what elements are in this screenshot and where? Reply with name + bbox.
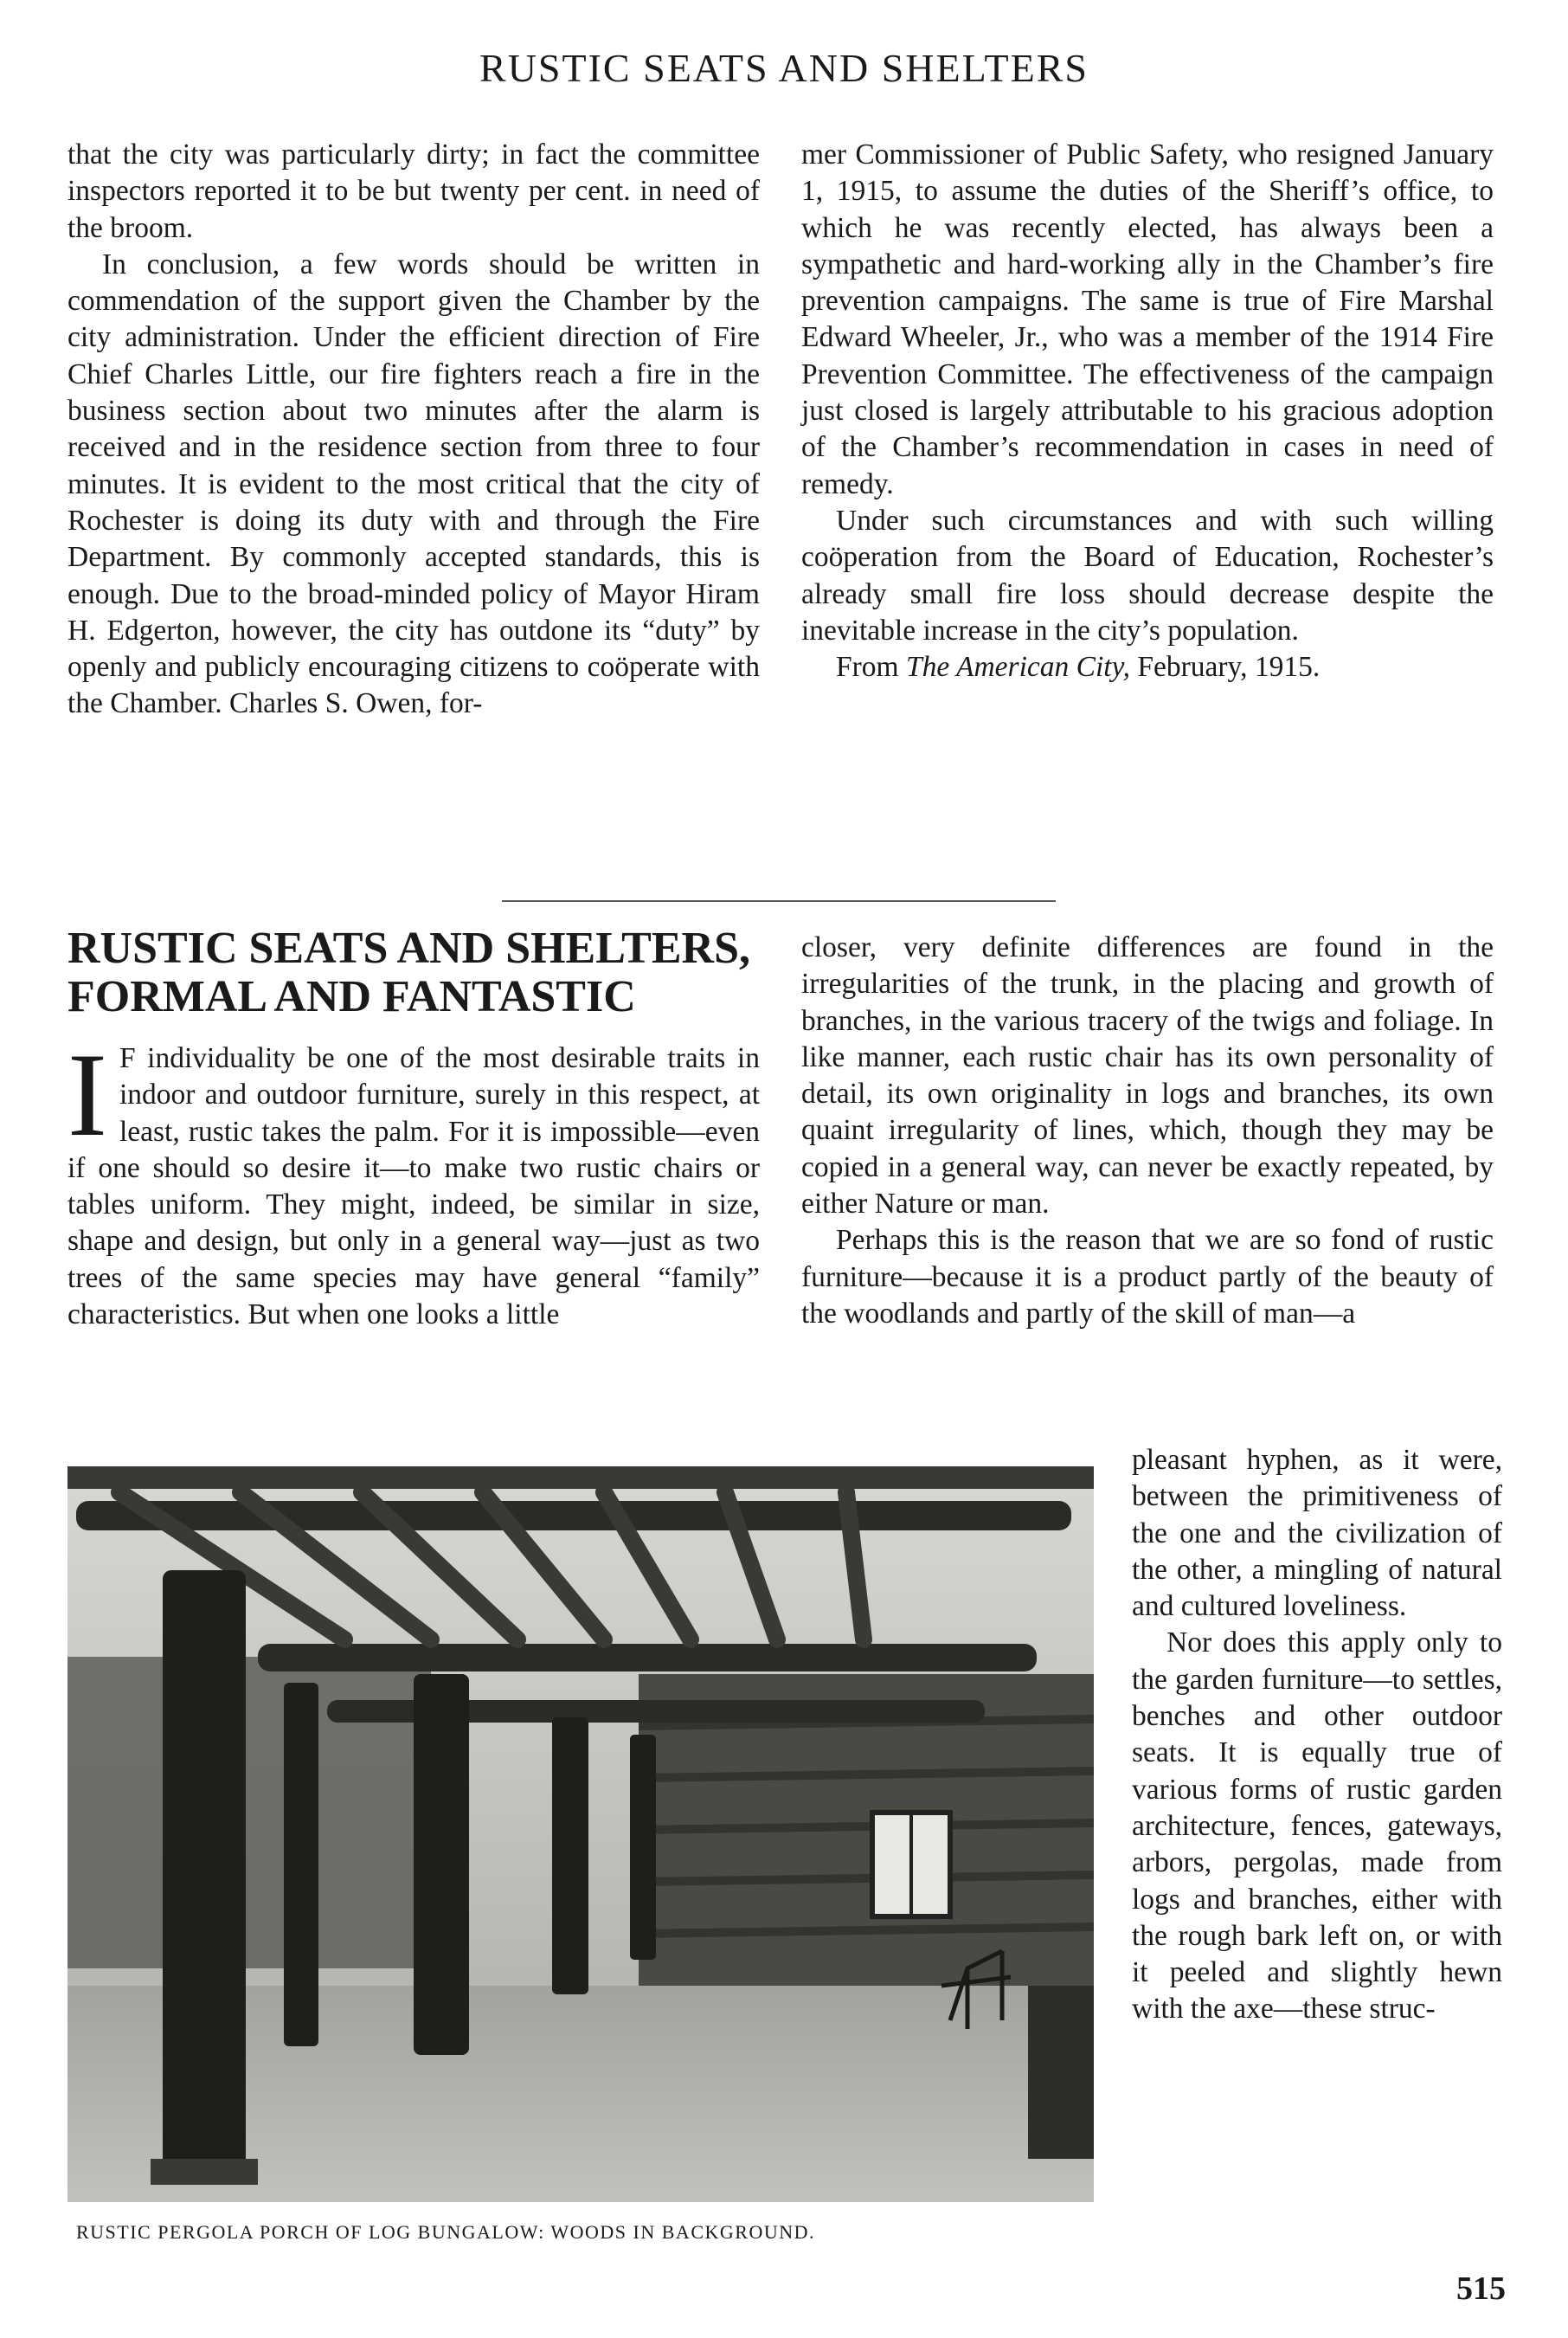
source-title: The American City, xyxy=(905,651,1130,684)
paragraph: Nor does this apply only to the garden furniture—to settles, benches and other outdoor seats. It is equally true of various forms of rustic garden architecture, fences, gateways, arbors, pergolas, made from logs and branches, either with the rough bark left on, or with it peeled and slightly hewn with the axe—these struc- xyxy=(1132,1626,1502,2026)
article-column-1 xyxy=(67,1028,760,1333)
paragraph: closer, very definite differences are found in the irregularities of the trunk, in the placing and growth of branches, in the various tracery of the twigs and foliage. In like manner, each rustic chair has its own personality of detail, its own originality in logs and branches, its own quaint irregularity of lines, which, though they may be copied in a general way, can never be exactly repeated, by either Nature or man. xyxy=(801,931,1494,1221)
running-head: RUSTIC SEATS AND SHELTERS xyxy=(479,46,1089,90)
paragraph: pleasant hyphen, as it were, between the primitiveness of the one and the civilization of the other, a mingling of natural and cultured loveliness. xyxy=(1132,1444,1502,1623)
article-title-line-1: RUSTIC SEATS AND SHELTERS, xyxy=(67,924,750,973)
paragraph: that the city was particularly dirty; in fact the committee inspectors reported it to be but twenty per cent. in need of the broom. xyxy=(67,138,760,244)
continued-article-column-1 xyxy=(67,137,760,723)
paragraph: In conclusion, a few words should be written in commendation of the support given the Chamber by the city administration. Under the efficient direction of Fire Chief Charles Little, our fire fighters reach a fire in the business section about two minutes after the alarm is received and in the residence section from three to four minutes. It is evident to the most critical that the city of Rochester is doing its duty with and through the Fire Department. By commonly accepted standards, this is enough. Due to the broad-minded policy of Mayor Hiram H. Edgerton, however, the city has outdone its “duty” by openly and publicly encouraging citizens to coöperate with the Chamber. Charles S. Owen, for- xyxy=(67,248,760,720)
paragraph: Perhaps this is the reason that we are so fond of rustic furniture—because it is a product partly of the beauty of the woodlands and partly of the skill of man—a xyxy=(801,1224,1494,1330)
paragraph: mer Commissioner of Public Safety, who resigned January 1, 1915, to assume the duties of the Sheriff’s office, to which he was recently elected, has always been a sympathetic and hard-working ally in the Chamber’s fire prevention campaigns. The same is true of Fire Marshal Edward Wheeler, Jr., who was a member of the 1914 Fire Prevention Committee. The effectiveness of the campaign just closed is largely attributable to his gracious adoption of the Chamber’s recommendation in cases in need of remedy. xyxy=(801,138,1494,500)
page-number: 515 xyxy=(1456,2270,1506,2307)
drop-cap: I xyxy=(67,1028,107,1161)
photo-caption: RUSTIC PERGOLA PORCH OF LOG BUNGALOW: WOODS IN BACKGROUND. xyxy=(76,2221,815,2243)
article-column-2-narrow xyxy=(1132,1442,1502,2028)
opening-text: F individuality be one of the most desirable traits in indoor and outdoor furniture, surely in this respect, at least, rustic takes the palm. For it is impossible—even if one should so desire it—to make two rustic chairs or tables uniform. They might, indeed, be similar in size, shape and design, but only in a general way—just as two trees of the same species may have general “family” characteristics. But when one looks a little xyxy=(67,1042,760,1331)
article-column-2 xyxy=(801,930,1494,1332)
paragraph: Under such circumstances and with such willing coöperation from the Board of Education, Rochester’s already small fire loss should decrease despite the inevitable increase in the city’s population. xyxy=(801,504,1494,647)
pergola-porch-photo xyxy=(67,1466,1094,2202)
continued-article-column-2 xyxy=(801,137,1494,686)
photo-illustration xyxy=(67,1466,1094,2202)
article-title-line-2: FORMAL AND FANTASTIC xyxy=(67,972,636,1021)
opening-paragraph xyxy=(67,1028,760,1333)
source-suffix: February, 1915. xyxy=(1129,651,1321,684)
source-credit xyxy=(801,649,1494,686)
article-title xyxy=(67,924,777,1021)
source-prefix: From xyxy=(836,651,906,684)
section-divider xyxy=(502,900,1056,902)
